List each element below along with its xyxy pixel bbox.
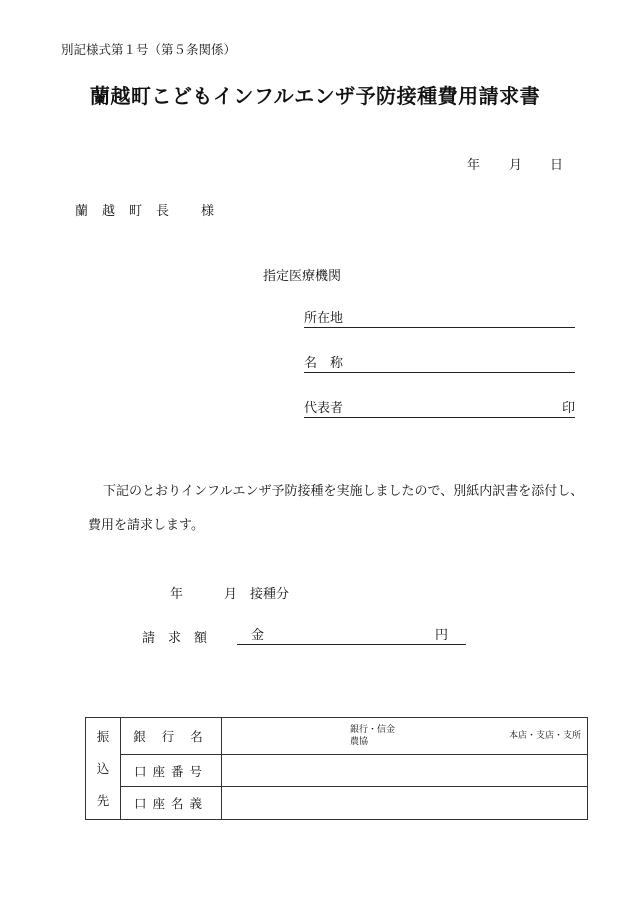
bank-type-line1: 銀行・信金 — [350, 725, 396, 735]
addressee — [75, 200, 214, 219]
addressee-char: 蘭 — [75, 204, 89, 219]
addressee-char: 越 — [102, 204, 116, 219]
representative-field[interactable] — [304, 399, 575, 418]
representative-label: 代表者 — [304, 401, 344, 416]
form-number: 別記様式第１号（第５条関係） — [61, 42, 237, 57]
seal-mark: 印 — [561, 401, 575, 416]
period-year-label: 年 — [170, 587, 184, 602]
addressee-honorific: 様 — [201, 204, 215, 219]
addressee-char: 長 — [156, 204, 170, 219]
address-label: 所在地 — [304, 311, 344, 326]
transfer-heading-char: 先 — [96, 792, 110, 808]
body-text-line1: 下記のとおりインフルエンザ予防接種を実施しましたので、別紙内訳書を添付し、 — [103, 484, 584, 499]
bank-name-label: 銀 行 名 — [121, 718, 222, 755]
claim-amount-label: 請 求 額 — [142, 631, 208, 646]
date-month-label: 月 — [509, 158, 523, 173]
bank-type-line2: 農協 — [350, 737, 369, 747]
institution-heading: 指定医療機関 — [263, 269, 342, 284]
transfer-heading-char: 込 — [96, 760, 110, 776]
account-name-label: 口座名義 — [121, 787, 222, 820]
claim-amount-field[interactable] — [237, 626, 466, 645]
institution-name-field[interactable] — [304, 354, 575, 373]
branch-type: 本店・支店・支所 — [508, 731, 581, 741]
kin-label: 金 — [251, 628, 265, 643]
institution-name-label: 名 称 — [304, 356, 344, 371]
address-field[interactable] — [304, 309, 575, 328]
period-suffix: 接種分 — [250, 587, 290, 602]
transfer-heading — [86, 718, 121, 820]
addressee-char: 町 — [129, 204, 143, 219]
yen-label: 円 — [434, 628, 448, 643]
transfer-heading-char: 振 — [96, 728, 110, 744]
page-title: 蘭越町こどもインフルエンザ予防接種費用請求書 — [89, 84, 541, 108]
period-month-label: 月 — [224, 587, 238, 602]
date-day-label: 日 — [550, 158, 564, 173]
account-name-field[interactable] — [222, 787, 588, 820]
account-number-field[interactable] — [222, 755, 588, 787]
bank-name-field[interactable] — [222, 718, 588, 755]
body-text-line2: 費用を請求します。 — [88, 518, 204, 533]
account-number-label: 口座番号 — [121, 755, 222, 787]
date-year-label: 年 — [467, 158, 481, 173]
transfer-table — [85, 717, 588, 820]
